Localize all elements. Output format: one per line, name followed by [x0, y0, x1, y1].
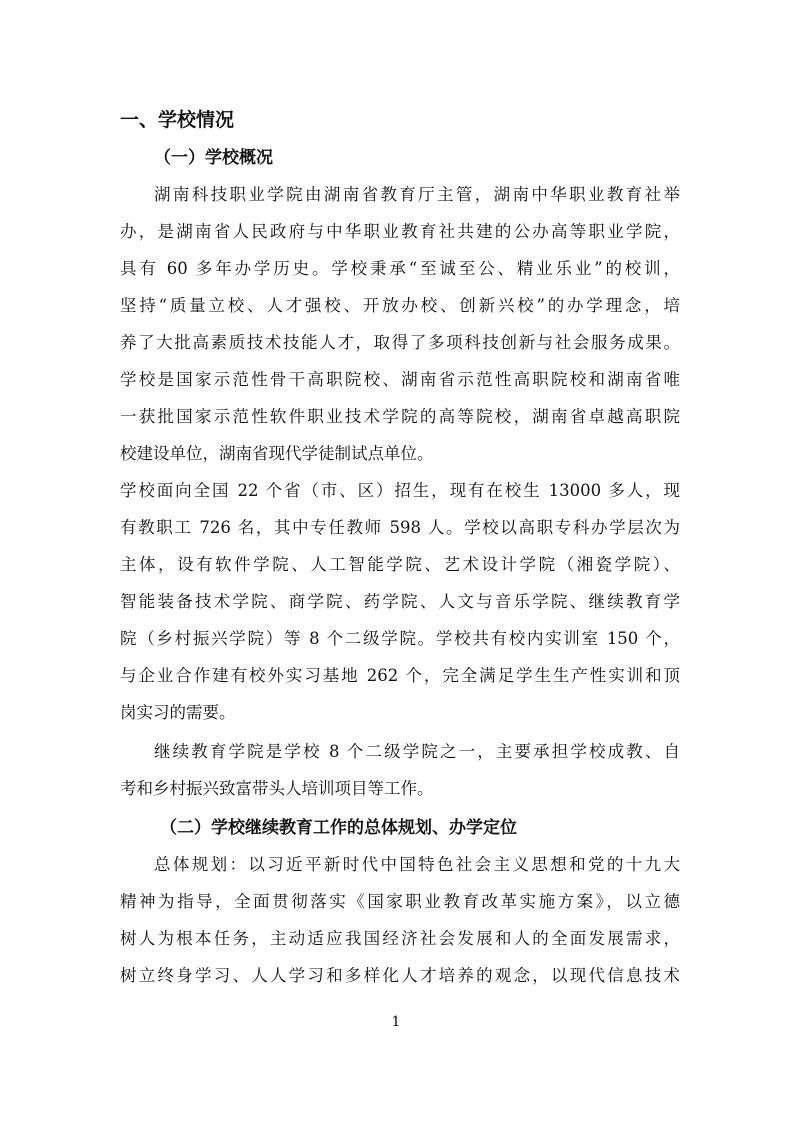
paragraph-line: 一获批国家示范性软件职业技术学院的高等院校，湖南省卓越高职院: [120, 407, 680, 426]
heading-school-situation: 一、学校情况: [120, 109, 235, 131]
paragraph-line: 树人为根本任务，主动适应我国经济社会发展和人的全面发展需求，: [120, 929, 680, 948]
paragraph-line: 树立终身学习、人人学习和多样化人才培养的观念，以现代信息技术: [120, 966, 680, 985]
paragraph-line: 学校面向全国 22 个省（市、区）招生，现有在校生 13000 多人，现: [120, 481, 680, 500]
section-title-overall-plan: （二）学校继续教育工作的总体规划、办学定位: [160, 818, 517, 838]
paragraph-line: 主体，设有软件学院、人工智能学院、艺术设计学院（湘瓷学院）、: [120, 555, 680, 574]
paragraph-line: 养了大批高素质技术技能人才，取得了多项科技创新与社会服务成果。: [120, 333, 680, 352]
paragraph-line: 坚持“质量立校、人才强校、开放办校、创新兴校”的办学理念，培: [120, 296, 680, 315]
paragraph-line: 与企业合作建有校外实习基地 262 个，完全满足学生生产性实训和顶: [120, 666, 680, 685]
section-title-school-overview: （一）学校概况: [154, 148, 273, 168]
paragraph-line: 考和乡村振兴致富带头人培训项目等工作。: [120, 779, 434, 798]
paragraph-line: 校建设单位，湖南省现代学徒制试点单位。: [120, 444, 434, 463]
page-number: 1: [391, 1014, 401, 1030]
paragraph-line: 继续教育学院是学校 8 个二级学院之一，主要承担学校成教、自: [154, 742, 680, 761]
paragraph-line: 办，是湖南省人民政府与中华职业教育社共建的公办高等职业学院，: [120, 222, 680, 241]
paragraph-line: 岗实习的需要。: [120, 703, 236, 722]
paragraph-line: 智能装备技术学院、商学院、药学院、人文与音乐学院、继续教育学: [120, 592, 680, 611]
paragraph-line: 有教职工 726 名，其中专任教师 598 人。学校以高职专科办学层次为: [120, 518, 680, 537]
paragraph-line: 学校是国家示范性骨干高职院校、湖南省示范性高职院校和湖南省唯: [120, 370, 680, 389]
paragraph-line: 总体规划：以习近平新时代中国特色社会主义思想和党的十九大: [154, 855, 680, 874]
paragraph-line: 具有 60 多年办学历史。学校秉承“至诚至公、精业乐业”的校训，: [120, 259, 680, 278]
paragraph-line: 湖南科技职业学院由湖南省教育厅主管，湖南中华职业教育社举: [154, 185, 680, 204]
paragraph-line: 院（乡村振兴学院）等 8 个二级学院。学校共有校内实训室 150 个，: [120, 629, 680, 648]
paragraph-line: 精神为指导，全面贯彻落实《国家职业教育改革实施方案》，以立德: [120, 892, 680, 911]
